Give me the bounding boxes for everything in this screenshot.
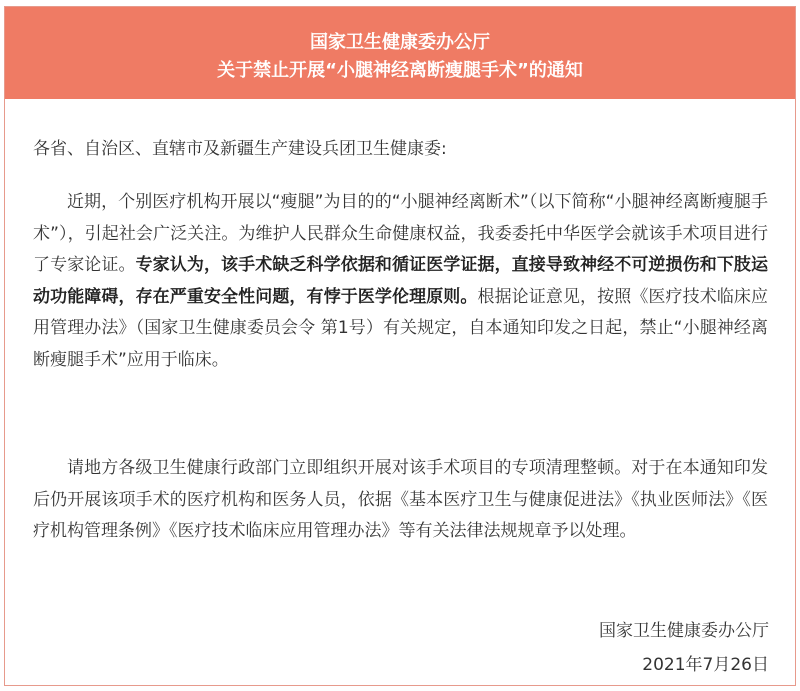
notice-title: 关于禁止开展“小腿神经离断瘦腿手术”的通知 (217, 60, 583, 81)
notice-header (5, 7, 795, 99)
salutation: 各省、自治区、直辖市及新疆生产建设兵团卫生健康委: (33, 139, 447, 159)
notice-card (4, 6, 796, 686)
paragraph-1-text-b: 根据论证意见，按照《医疗技术临床应用管理办法》（国家卫生健康委员会令 第1号）有关规定，自本通知印发之日起，禁止“小腿神经离断瘦腿手术”应用于临床。 (33, 286, 769, 370)
paragraph-1 (33, 187, 768, 376)
signature-block (599, 614, 769, 682)
paragraph-1-bold-text: 专家认为，该手术缺乏科学依据和循证医学证据，直接导致神经不可逆损伤和下肢运动功能障碍，存在严重安全性问题，有悖于医学伦理原则。 (33, 255, 769, 307)
signature-issuer: 国家卫生健康委办公厅 (599, 621, 769, 641)
signature-date: 2021年7月26日 (642, 655, 769, 675)
issuer-title: 国家卫生健康委办公厅 (310, 32, 490, 53)
paragraph-2: 请地方各级卫生健康行政部门立即组织开展对该手术项目的专项清理整顿。对于在本通知印发后仍开展该项手术的医疗机构和医务人员，依据《基本医疗卫生与健康促进法》《执业医师法》《医疗机构管理条例》《医疗技术临床应用管理办法》等有关法律法规规章予以处理。 (33, 458, 768, 541)
paragraph-1-text-a: 近期，个别医疗机构开展以“瘦腿”为目的的“小腿神经离断术”（以下简称“小腿神经离断瘦腿手术”），引起社会广泛关注。为维护人民群众生命健康权益，我委委托中华医学会就该手术项目进行了专家论证。 (33, 192, 768, 275)
